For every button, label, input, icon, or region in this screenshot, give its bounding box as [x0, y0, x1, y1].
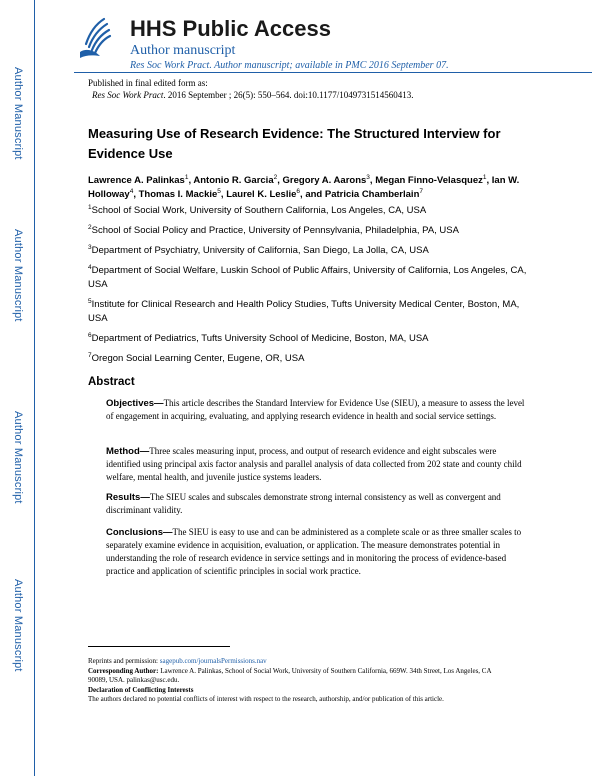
affiliation-item: [88, 264, 528, 292]
affiliation-marker: 7: [88, 351, 92, 359]
abstract-text: The SIEU scales and subscales demonstrate strong internal consistency as well as convergent and discriminant validity.: [106, 492, 501, 515]
author-name: Gregory A. Aarons: [282, 175, 367, 186]
sidebar-label: Author Manuscript: [12, 228, 24, 322]
abstract-label: Results—: [106, 492, 150, 503]
affiliation-marker: 4: [88, 263, 92, 271]
publication-details: . 2016 September ; 26(5): 550–564. doi:10.1177/1049731514560413.: [163, 90, 414, 100]
sidebar-rule: [34, 0, 35, 776]
author-name: Laurel K. Leslie: [226, 189, 297, 200]
affiliation-marker: 6: [88, 331, 92, 339]
abstract-text: This article describes the Standard Interview for Evidence Use (SIEU), a measure to assess the level of engagement in acquiring, evaluating, and applying research evidence in health and social service settings.: [106, 398, 525, 421]
header-subtitle: Author manuscript: [130, 43, 236, 58]
affiliation-item: [88, 352, 528, 366]
abstract-conclusions: [106, 526, 526, 578]
author-separator: ,: [220, 189, 227, 200]
sidebar-label: Author Manuscript: [12, 578, 24, 672]
footnotes: [88, 657, 508, 705]
affiliation-marker: 1: [88, 203, 92, 211]
affiliation-marker: 3: [88, 243, 92, 251]
author-separator: , and: [300, 189, 325, 200]
author-name: Antonio R. Garcia: [193, 175, 274, 186]
abstract-results: [106, 491, 526, 517]
conflict-heading: Declaration of Conflicting Interests: [88, 685, 194, 694]
header-divider: [74, 72, 592, 73]
page-header: [74, 14, 574, 74]
affiliation-text: Department of Pediatrics, Tufts University School of Medicine, Boston, MA, USA: [91, 333, 429, 344]
author-affiliation-marker: 4: [129, 187, 134, 195]
footnote-divider: [88, 646, 230, 647]
journal-name: Res Soc Work Pract: [92, 90, 164, 100]
permissions-link[interactable]: sagepub.com/journalsPermissions.nav: [159, 657, 267, 665]
author-separator: ,: [486, 175, 492, 186]
affiliation-text: Department of Psychiatry, University of California, San Diego, La Jolla, CA, USA: [91, 245, 429, 256]
affiliation-text: Institute for Clinical Research and Health Policy Studies, Tufts University Medical Center, Boston, MA, USA: [88, 299, 520, 324]
header-title: HHS Public Access: [130, 16, 331, 41]
abstract-text: Three scales measuring input, process, and output of research evidence and eight subscales were identified using principal axis factor analysis and parallel analysis of data collected from 202 state and county child welfare, mental health, and juvenile justice systems leaders.: [106, 446, 522, 482]
affiliation-marker: 2: [88, 223, 92, 231]
affiliation-item: [88, 332, 528, 346]
sidebar-label: Author Manuscript: [12, 410, 24, 504]
abstract-heading: Abstract: [88, 376, 135, 388]
author-separator: ,: [369, 175, 376, 186]
publication-citation: [88, 89, 414, 101]
author-name: Megan Finno-Velasquez: [375, 175, 483, 186]
published-line: Published in final edited form as:: [88, 78, 208, 88]
affiliation-text: School of Social Work, University of Southern California, Los Angeles, CA, USA: [91, 205, 427, 216]
author-name: Patricia Chamberlain: [324, 189, 420, 200]
conflict-text: The authors declared no potential conflicts of interest with respect to the research, authorship, and/or publication of this article.: [88, 695, 444, 703]
publication-info: [88, 77, 414, 101]
abstract-label: Method—: [106, 446, 150, 457]
author-separator: ,: [133, 189, 139, 200]
affiliation-marker: 5: [88, 297, 92, 305]
abstract-label: Objectives—: [106, 398, 164, 409]
author-list: [88, 174, 528, 202]
sidebar-label: Author Manuscript: [12, 66, 24, 160]
author-affiliation-marker: 6: [296, 187, 301, 195]
affiliation-item: [88, 204, 528, 218]
author-separator: ,: [277, 175, 283, 186]
affiliation-text: Oregon Social Learning Center, Eugene, OR, USA: [91, 353, 305, 364]
author-manuscript-sidebar: [0, 0, 36, 776]
author-name: Lawrence A. Palinkas: [88, 175, 185, 186]
author-name: Thomas I. Mackie: [138, 189, 218, 200]
author-affiliation-marker: 2: [273, 173, 278, 181]
affiliation-item: [88, 224, 528, 238]
author-affiliation-marker: 7: [419, 187, 423, 195]
reprints-note: [88, 657, 508, 667]
reprints-label: Reprints and permission:: [88, 657, 160, 665]
corresponding-author-note: [88, 667, 508, 686]
corresponding-label: Corresponding Author:: [88, 666, 159, 675]
author-affiliation-marker: 1: [184, 173, 189, 181]
affiliation-item: [88, 244, 528, 258]
header-citation: Res Soc Work Pract. Author manuscript; available in PMC 2016 September 07.: [130, 60, 449, 71]
author-affiliation-marker: 5: [217, 187, 221, 195]
hhs-eagle-logo-icon: [74, 14, 114, 60]
abstract-objectives: [106, 397, 526, 423]
author-affiliation-marker: 3: [366, 173, 370, 181]
affiliation-item: [88, 298, 528, 326]
corresponding-text: Lawrence A. Palinkas, School of Social Work, University of Southern California, 669W. 34th Street, Los Angeles, CA 90089, USA. palinkas@usc.edu.: [88, 666, 492, 684]
abstract-label: Conclusions—: [106, 527, 173, 538]
author-name: Ian W. Holloway: [88, 175, 520, 200]
abstract-method: [106, 445, 526, 484]
abstract-text: The SIEU is easy to use and can be administered as a complete scale or as three smaller scales to separately examine evidence in acquisition, evaluation, or application. The measure demonstrates potential in understanding the role of research evidence in service settings and in monitoring the process of evidence-based practice and application of scientific principles in social work practice.: [106, 527, 522, 576]
article-title: Measuring Use of Research Evidence: The Structured Interview for Evidence Use: [88, 126, 501, 161]
author-affiliation-marker: 1: [482, 173, 487, 181]
affiliation-text: Department of Social Welfare, Luskin School of Public Affairs, University of California, Los Angeles, CA, USA: [88, 265, 527, 290]
author-separator: ,: [188, 175, 194, 186]
affiliation-text: School of Social Policy and Practice, University of Pennsylvania, Philadelphia, PA, USA: [91, 225, 459, 236]
